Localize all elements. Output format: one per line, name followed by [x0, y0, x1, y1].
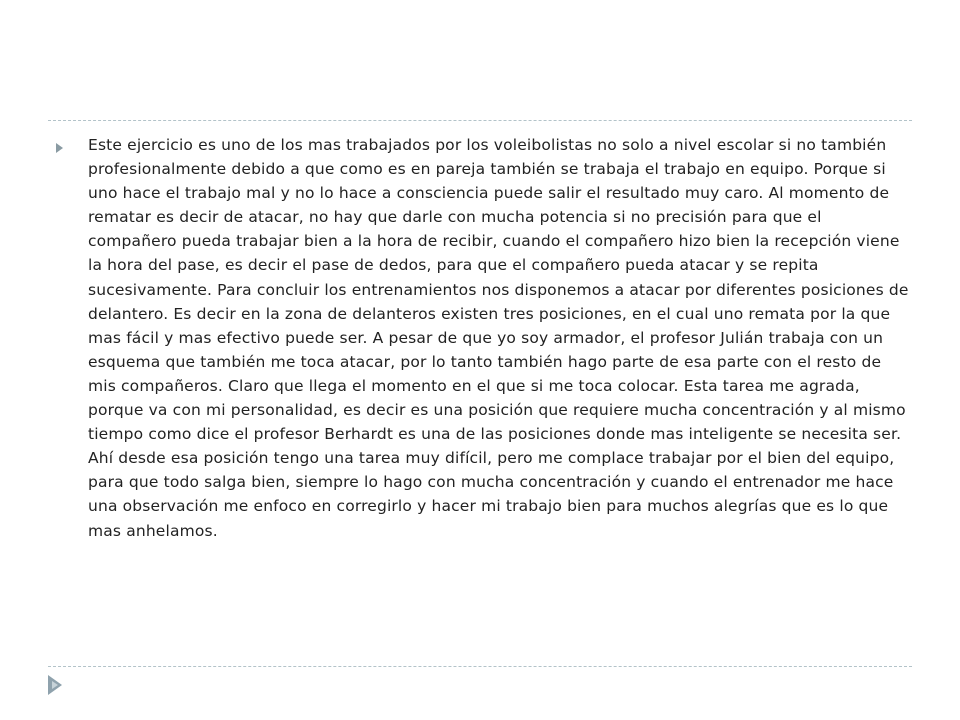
slide-nav-triangle-inner-icon — [52, 681, 58, 689]
top-divider — [48, 120, 912, 121]
slide-content — [56, 133, 916, 543]
triangle-bullet-icon — [56, 143, 63, 153]
bottom-divider — [48, 666, 912, 667]
bullet-paragraph — [56, 133, 916, 543]
body-text: Este ejercicio es uno de los mas trabajados por los voleibolistas no solo a nivel escolar si no también profesionalmente debido a que como es en pareja también se trabaja el trabajo en equipo. Porque si uno hace el trabajo mal y no lo hace a consciencia puede salir el resultado muy caro. Al momento de rematar es decir de atacar, no hay que darle con mucha potencia si no precisión para que el compañero pueda trabajar bien a la hora de recibir, cuando el compañero hizo bien la recepción viene la hora del pase, es decir el pase de dedos, para que el compañero pueda atacar y se repita sucesivamente. Para concluir los entrenamientos nos disponemos a atacar por diferentes posiciones de delantero. Es decir en la zona de delanteros existen tres posiciones, en el cual uno remata por la que mas fácil y mas efectivo puede ser. A pesar de que yo soy armador, el profesor Julián trabaja con un esquema que también me toca atacar, por lo tanto también hago parte de esa parte con el resto de mis compañeros. Claro que llega el momento en el que si me toca colocar. Esta tarea me agrada, porque va con mi personalidad, es decir es una posición que requiere mucha concentración y al mismo tiempo como dice el profesor Berhardt es una de las posiciones donde mas inteligente se necesita ser. Ahí desde esa posición tengo una tarea muy difícil, pero me complace trabajar por el bien del equipo, para que todo salga bien, siempre lo hago con mucha concentración y cuando el entrenador me hace una observación me enfoco en corregirlo y hacer mi trabajo bien para muchos alegrías que es lo que mas anhelamos. — [88, 136, 909, 540]
